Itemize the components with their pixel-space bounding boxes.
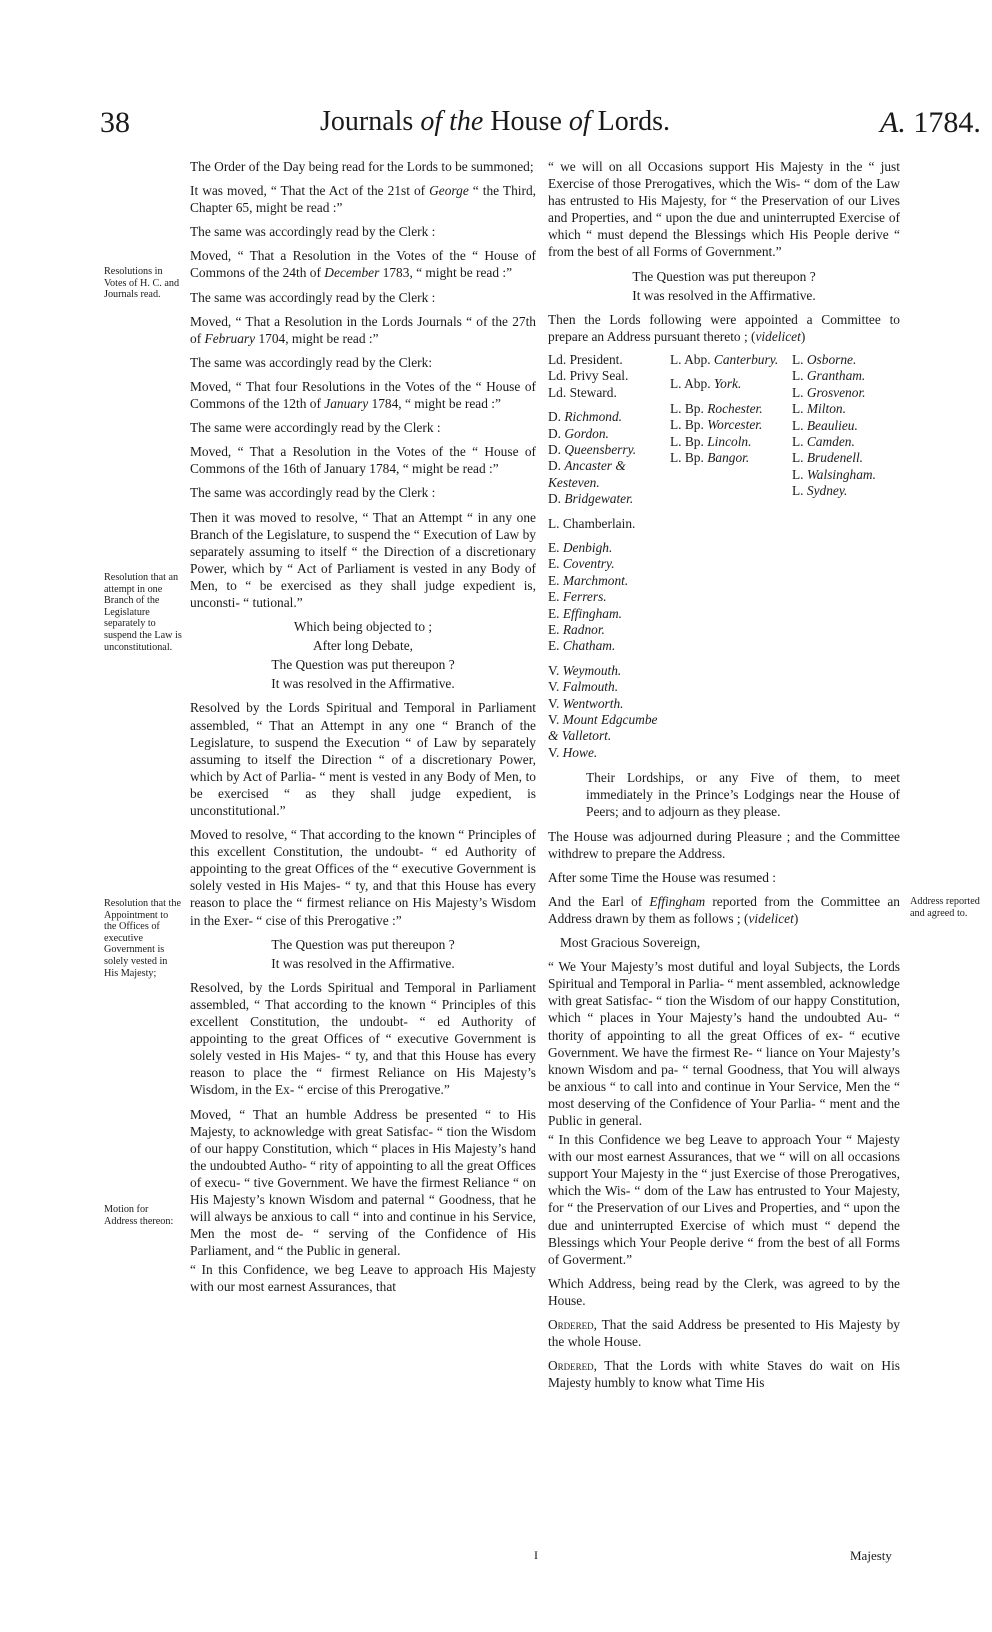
paragraph: Moved, “ That a Resolution in the Votes of the “ House of Commons of the 16th of January 1784, “ might be read :” — [190, 444, 536, 477]
paragraph: It was moved, “ That the Act of the 21st of George “ the Third, Chapter 65, might be read :” — [190, 183, 536, 216]
centered-line: After long Debate, — [312, 638, 414, 654]
lord-entry: V. Weymouth. — [548, 662, 622, 678]
lord-entry: L. Brudenell. — [792, 450, 864, 466]
paragraph: The same was accordingly read by the Clerk: — [190, 354, 433, 370]
paragraph: Then it was moved to resolve, “ That an Attempt “ in any one Branch of the Legislature, to suspend the “ Execution of Law by separately assuming to itself “ the Direction of a discretionary Power, which by “ Act of Parliament is vested in any Body of Men, to “ be exercised as they shall judge expedient is, unconsti- “ tutional.” — [190, 509, 536, 610]
lord-entry: E. Ferrers. — [548, 589, 607, 605]
paragraph: Then the Lords following were appointed a Committee to prepare an Address pursuant thereto ; (videlicet) — [548, 311, 900, 344]
paragraph: The same was accordingly read by the Clerk : — [190, 289, 436, 305]
signature-mark: I — [534, 1548, 538, 1562]
paragraph: The same was accordingly read by the Clerk : — [190, 224, 436, 240]
centered-line: Which being objected to ; — [293, 619, 433, 635]
left-column — [190, 158, 536, 1303]
lord-entry: L. Bp. Lincoln. — [670, 433, 752, 449]
lord-entry: L. Bp. Rochester. — [670, 400, 763, 416]
paragraph: “ In this Confidence, we beg Leave to approach His Majesty with our most earnest Assurances, that — [190, 1262, 536, 1295]
lord-entry: E. Chatham. — [548, 638, 616, 654]
paragraph: Resolved by the Lords Spiritual and Temporal in Parliament assembled, “ That an Attempt in any one “ Branch of the Legislature, to suspend the Execution “ of Law by separately assuming to itself the Direction “ of a discretionary Power, which by Act of Parlia- “ ment is vested in any Body of Men, to be exercised “ as they shall judge expedient, is unconstitutional.” — [190, 700, 536, 818]
lord-entry: L. Walsingham. — [792, 466, 876, 482]
centered-line: It was resolved in the Affirmative. — [271, 676, 455, 692]
lord-entry: D. Queensberry. — [548, 441, 637, 457]
lord-entry: L. Bp. Bangor. — [670, 449, 750, 465]
catchword: Majesty — [850, 1548, 892, 1563]
lord-entry: L. Osborne. — [792, 351, 857, 367]
lord-entry: E. Denbigh. — [548, 540, 613, 555]
paragraph: Resolved, by the Lords Spiritual and Temporal in Parliament assembled, “ That according to the known “ Principles of this excellent Constitution, the undoubt- “ ed Authority of appointing to the great Offices of “ executive Government is solely vested in His Majes- “ ty, and that this House has every reason to place the “ firmest Reliance on His Majesty’s Wisdom, in the Ex- “ ercise of this Prerogative.” — [190, 979, 536, 1098]
lord-entry: D. Richmond. — [548, 409, 623, 425]
lord-entry: L. Grantham. — [792, 368, 866, 384]
lord-entry: V. Howe. — [548, 744, 598, 760]
right-column — [548, 158, 900, 1398]
paragraph: Moved, “ That four Resolutions in the Votes of the “ House of Commons of the 12th of January 1784, “ might be read :” — [190, 378, 536, 412]
paragraph: The same were accordingly read by the Clerk : — [190, 420, 441, 436]
paragraph: Their Lordships, or any Five of them, to meet immediately in the Prince’s Lodgings near the House of Peers; and to adjourn as they please. — [586, 770, 900, 820]
lord-entry: E. Radnor. — [548, 622, 605, 638]
paragraph: After some Time the House was resumed : — [548, 869, 776, 885]
lord-entry: D. Bridgewater. — [548, 491, 634, 507]
paragraph: Moved, “ That an humble Address be presented “ to His Majesty, to acknowledge with great Satisfac- “ tion the Wisdom of our happy Constitution, which “ places in His Majesty’s hand the undoubted Autho- “ rity of appointing to all the great Offices of execu- “ tive Government. We have the firmest Reliance “ on His Majesty’s known Wisdom and paternal “ Goodness, that he will always be anxious to call “ into and continue in his Service, Men the most de- “ serving of the Confidence of His Parliament, and “ the Public in general. — [190, 1106, 536, 1259]
lord-entry: L. Sydney. — [792, 483, 848, 499]
margin-note-resolution-appointment: Resolution that the Appointment to the Offices of executive Government is solely vested in His Majesty; — [104, 898, 181, 979]
lord-entry: D. Ancaster & Kesteven. — [548, 458, 626, 490]
lord-entry: L. Beaulieu. — [792, 417, 858, 433]
lord-entry: E. Effingham. — [548, 605, 623, 621]
lord-entry: E. Marchmont. — [548, 572, 629, 588]
lord-entry: L. Abp. Canterbury. — [670, 351, 779, 367]
paragraph: The Order of the Day being read for the Lords to be summoned; — [190, 159, 534, 174]
paragraph: Moved, “ That a Resolution in the Votes of the “ House of Commons of the 24th of December 1783, “ might be read :” — [190, 248, 536, 281]
list-gap — [548, 401, 664, 409]
paragraph: Ordered, That the Lords with white Staves do wait on His Majesty humbly to know what Time His — [548, 1358, 900, 1391]
margin-note-address-reported: Address reported and agreed to. — [910, 896, 980, 919]
list-gap — [670, 368, 786, 376]
lord-entry: V. Mount Edgcumbe & Valletort. — [548, 712, 658, 744]
lord-entry: L. Bp. Worcester. — [670, 417, 763, 433]
paragraph: Moved, “ That a Resolution in the Lords Journals “ of the 27th of February 1704, might be read :” — [190, 313, 536, 346]
list-gap — [548, 655, 664, 663]
lord-entry: L. Grosvenor. — [792, 384, 866, 400]
lord-entry: L. Abp. York. — [670, 376, 742, 392]
lord-entry: V. Wentworth. — [548, 695, 624, 711]
paragraph: “ We Your Majesty’s most dutiful and loyal Subjects, the Lords Spiritual and Temporal in Parlia- “ ment assembled, acknowledge with great Satisfac- “ tion the Wisdom of our happy Constitution, which “ places in Your Majesty’s hand the undoubted Au- “ thority of appointing to all the great Offices of ex- “ ecutive Government. We have the firmest Re- “ liance on Your Majesty’s known Wisdom and pa- “ ternal Goodness, that You will always be anxious “ to call into and continue in Your Service, Men the “ most deserving of the Confidence of Your Parlia- “ ment and the Public in general. — [548, 959, 900, 1128]
centered-line: It was resolved in the Affirmative. — [271, 955, 455, 971]
paragraph: The same was accordingly read by the Clerk : — [190, 485, 436, 501]
paragraph: “ we will on all Occasions support His Majesty in the “ just Exercise of those Prerogatives, which the Wis- “ dom of the Law has entrusted to His Majesty, for “ the Preservation of our Lives and Properties, and “ upon the due and uninterrupted Exercise of which “ must depend the Blessings which His People derive “ from the best of all Forms of Government.” — [548, 159, 900, 260]
list-gap — [670, 393, 786, 401]
paragraph: Ordered, That the said Address be presented to His Majesty by the whole House. — [548, 1317, 900, 1350]
lord-entry: Ld. Privy Seal. — [548, 368, 629, 384]
margin-note-resolutions-read: Resolutions in Votes of H. C. and Journals read. — [104, 266, 180, 301]
list-gap — [548, 508, 664, 516]
lord-entry: Ld. Steward. — [548, 384, 617, 400]
running-title: Journals of the House of Lords. — [320, 106, 670, 137]
centered-line: The Question was put thereupon ? — [271, 936, 455, 952]
paragraph: Which Address, being read by the Clerk, was agreed to by the House. — [548, 1275, 900, 1308]
page-header — [0, 100, 992, 150]
paragraph: “ In this Confidence we beg Leave to approach Your “ Majesty with our most earnest Assurances, that we “ will on all occasions support Your Majesty in the “ just Exercise of those Prerogatives, which the Wis- “ dom of the Law has entrusted to Your Majesty, for “ the Preservation of our Lives and Properties, and “ upon the due and uninterrupted Exercise of which must “ depend the Blessings which Your People derive “ from the best of all Forms of Goverment.” — [548, 1132, 900, 1267]
list-gap — [548, 532, 664, 540]
margin-note-resolution-unconstitutional: Resolution that an attempt in one Branch of the Legislature separately to suspend the Law is unconstitutional. — [104, 572, 182, 653]
margin-note-motion-address: Motion for Address thereon: — [104, 1204, 174, 1227]
paragraph: And the Earl of Effingham reported from the Committee an Address drawn by them as follows ; (videlicet) — [548, 893, 900, 926]
lords-column-2 — [670, 352, 786, 761]
lords-column-1 — [548, 352, 664, 761]
lords-column-3 — [792, 352, 900, 761]
centered-line: The Question was put thereupon ? — [271, 657, 455, 673]
lord-entry: V. Falmouth. — [548, 679, 619, 695]
committee-lords-list — [548, 352, 900, 761]
centered-line: It was resolved in the Affirmative. — [632, 287, 816, 303]
page-number: 38 — [100, 106, 130, 139]
lord-entry: L. Milton. — [792, 401, 846, 417]
centered-line: The Question was put thereupon ? — [632, 268, 816, 284]
lord-entry: D. Gordon. — [548, 425, 609, 441]
year: A. 1784. — [880, 106, 981, 139]
salutation: Most Gracious Sovereign, — [560, 935, 701, 951]
paragraph: Moved to resolve, “ That according to the known “ Principles of this excellent Constitution, the undoubt- “ ed Authority of appointing to the great Offices of the “ executive Government is solely vested in His Majes- “ ty, and that this House has every reason to place the “ firmest reliance on His Majesty’s Wisdom in the Exer- “ cise of this Prerogative :” — [190, 827, 536, 928]
lord-entry: L. Chamberlain. — [548, 515, 636, 531]
lord-entry: L. Camden. — [792, 433, 855, 449]
lord-entry: E. Coventry. — [548, 556, 615, 572]
paragraph: The House was adjourned during Pleasure ; and the Committee withdrew to prepare the Address. — [548, 828, 900, 861]
lord-entry: Ld. President. — [548, 351, 623, 367]
